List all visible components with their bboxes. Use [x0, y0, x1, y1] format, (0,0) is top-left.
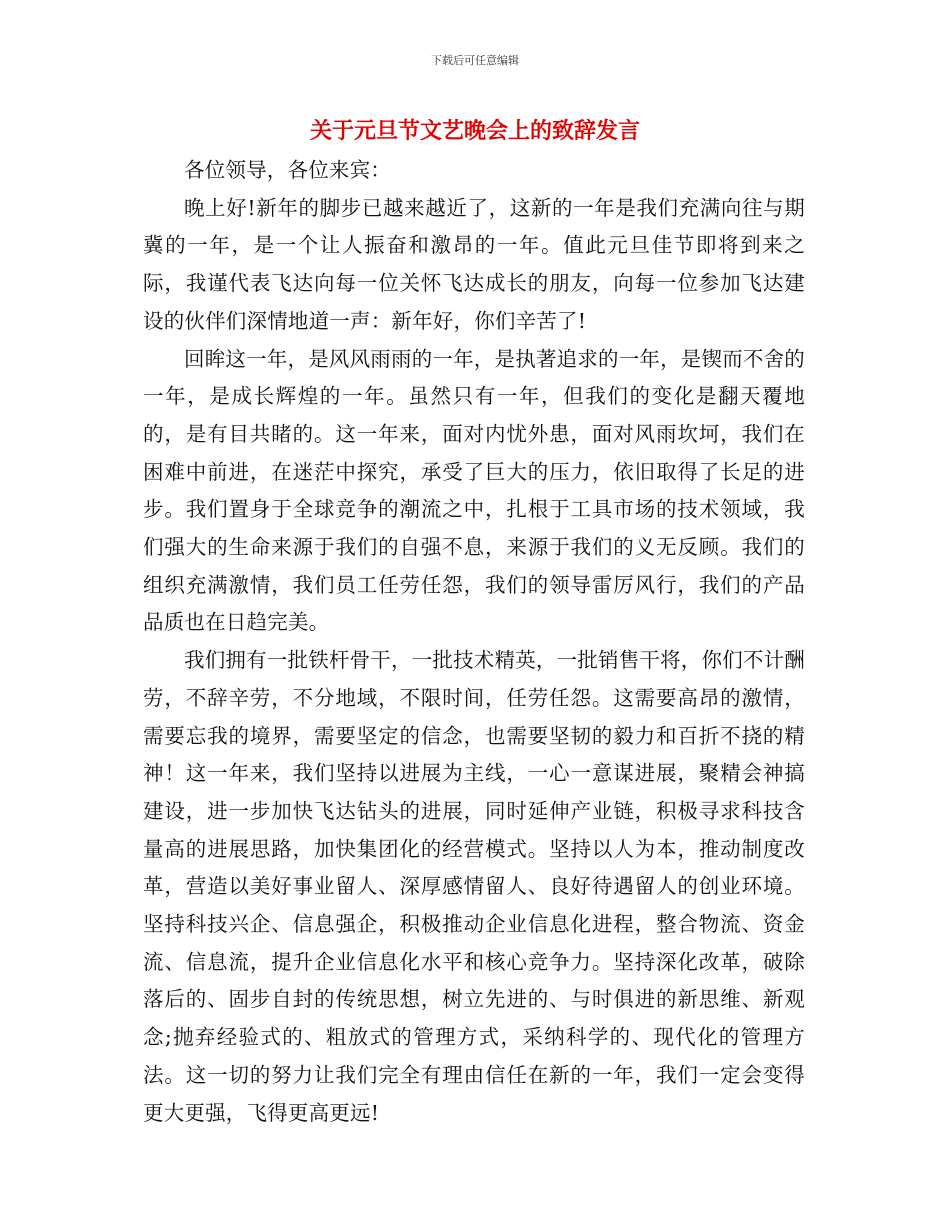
document-title: 关于元旦节文艺晚会上的致辞发言	[309, 119, 640, 144]
header-note: 下载后可任意编辑	[431, 54, 519, 67]
document-body	[143, 152, 805, 1132]
paragraph-3: 我们拥有一批铁杆骨干，一批技术精英，一批销售干将，你们不计酬劳，不辞辛劳，不分地域，不限时间，任劳任怨。这需要高昂的激情，需要忘我的境界，需要坚定的信念，也需要坚韧的毅力和百折不挠的精神！这一年来，我们坚持以进展为主线，一心一意谋进展，聚精会神搞建设，进一步加快飞达钻头的进展，同时延伸产业链，积极寻求科技含量高的进展思路，加快集团化的经营模式。坚持以人为本，推动制度改革，营造以美好事业留人、深厚感情留人、良好待遇留人的创业环境。坚持科技兴企、信息强企，积极推动企业信息化进程，整合物流、资金流、信息流，提升企业信息化水平和核心竞争力。坚持深化改革，破除落后的、固步自封的传统思想，树立先进的、与时俱进的新思维、新观念;抛弃经验式的、粗放式的管理方式，采纳科学的、现代化的管理方法。这一切的努力让我们完全有理由信任在新的一年，我们一定会变得更大更强，飞得更高更远!	[143, 648, 805, 1125]
paragraph-1: 晚上好!新年的脚步已越来越近了，这新的一年是我们充满向往与期冀的一年，是一个让人振奋和激昂的一年。值此元旦佳节即将到来之际，我谨代表飞达向每一位关怀飞达成长的朋友，向每一位参加飞达建设的伙伴们深情地道一声：新年好，你们辛苦了!	[143, 195, 805, 333]
greeting: 各位领导，各位来宾：	[184, 158, 391, 182]
paragraph-2: 回眸这一年，是风风雨雨的一年，是执著追求的一年，是锲而不舍的一年，是成长辉煌的一年。虽然只有一年，但我们的变化是翻天覆地的，是有目共睹的。这一年来，面对内忧外患，面对风雨坎坷，我们在困难中前进，在迷茫中探究，承受了巨大的压力，依旧取得了长足的进步。我们置身于全球竞争的潮流之中，扎根于工具市场的技术领域，我们强大的生命来源于我们的自强不息，来源于我们的义无反顾。我们的组织充满激情，我们员工任劳任怨，我们的领导雷厉风行，我们的产品品质也在日趋完美。	[143, 346, 805, 635]
